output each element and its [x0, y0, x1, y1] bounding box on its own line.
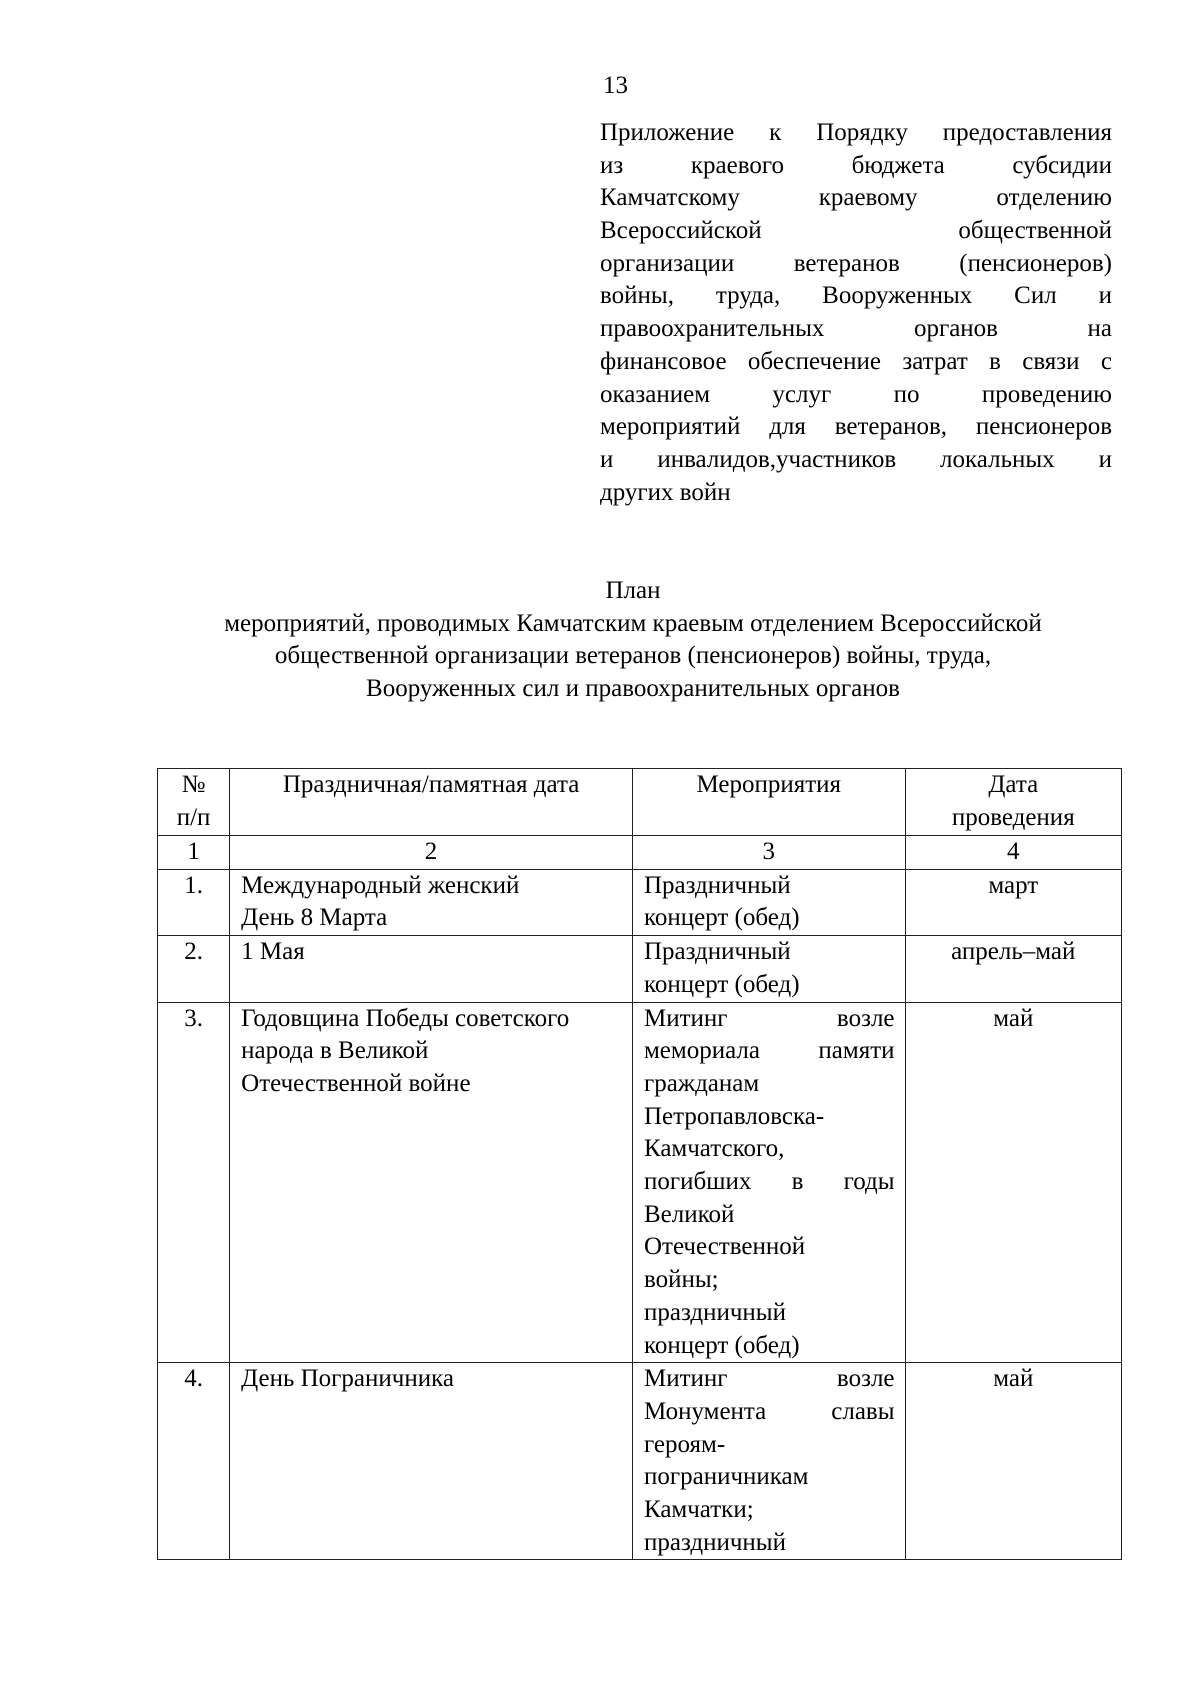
table-row: [158, 936, 1122, 1002]
appendix-line: Всероссийской общественной: [600, 217, 1112, 245]
event-line: гражданам: [643, 1069, 760, 1097]
header-number: № п/п: [158, 769, 230, 836]
row-events: [632, 1363, 905, 1560]
plan-title-line: Вооруженных сил и правоохранительных органов: [366, 675, 900, 703]
event-line: Камчатки;: [643, 1496, 754, 1524]
column-number: 4: [905, 836, 1121, 870]
row-events: [632, 1002, 905, 1363]
appendix-line: финансовое обеспечение затрат в связи с: [600, 347, 1112, 375]
row-number: 4.: [158, 1363, 230, 1560]
event-line: Монумента славы: [643, 1397, 895, 1425]
appendix-line: организации ветеранов (пенсионеров): [600, 249, 1112, 277]
page-number: 13: [603, 72, 628, 99]
date-name-line: День 8 Марта: [241, 904, 388, 932]
table-row: [158, 1363, 1122, 1560]
event-line: Митинг возле: [643, 1365, 895, 1393]
date-name-line: Отечественной войне: [241, 1069, 471, 1097]
header-date-name: Праздничная/памятная дата: [230, 769, 633, 836]
row-date-name: [230, 1002, 633, 1363]
event-line: концерт (обед): [643, 970, 800, 998]
row-events: [632, 936, 905, 1002]
date-name-line: Годовщина Победы советского: [241, 1004, 570, 1032]
column-number: 1: [158, 836, 230, 870]
appendix-line: и инвалидов,участников локальных и: [600, 445, 1112, 473]
appendix-line: мероприятий для ветеранов, пенсионеров: [600, 413, 1112, 441]
event-line: Петропавловска-: [643, 1102, 825, 1130]
plan-title-line: общественной организации ветеранов (пенсионеров) войны, труда,: [274, 642, 992, 670]
date-name-line: День Пограничника: [241, 1365, 454, 1393]
row-date-name: [230, 936, 633, 1002]
event-line: войны;: [643, 1266, 719, 1294]
event-line: Праздничный: [643, 938, 791, 966]
event-line: Митинг возле: [643, 1004, 895, 1032]
appendix-line: Приложение к Порядку предоставления: [600, 119, 1112, 146]
event-line: праздничный: [643, 1528, 786, 1556]
row-number: 2.: [158, 936, 230, 1002]
row-number: 1.: [158, 869, 230, 935]
appendix-line: Камчатскому краевому отделению: [600, 184, 1112, 212]
column-number: 3: [632, 836, 905, 870]
event-line: пограничникам: [643, 1463, 809, 1491]
table-header-row: [158, 769, 1122, 836]
row-number: 3.: [158, 1002, 230, 1363]
header-when: Дата проведения: [905, 769, 1121, 836]
event-line: Праздничный: [643, 871, 791, 899]
row-when: май: [905, 1363, 1121, 1560]
plan-heading: План: [605, 577, 661, 604]
header-events: Мероприятия: [632, 769, 905, 836]
event-line: Отечественной: [643, 1233, 806, 1261]
event-line: концерт (обед): [643, 1331, 800, 1359]
table-body: [158, 869, 1122, 1560]
row-events: [632, 869, 905, 935]
plan-title-line: мероприятий, проводимых Камчатским краевым отделением Всероссийской: [224, 609, 1042, 637]
date-name-line: Международный женский: [241, 871, 520, 899]
table-row: [158, 869, 1122, 935]
column-number-row: [158, 836, 1122, 870]
row-date-name: [230, 869, 633, 935]
appendix-note: [600, 117, 1112, 509]
event-line: Камчатского,: [643, 1135, 785, 1163]
appendix-line: правоохранительных органов на: [600, 315, 1112, 343]
event-line: праздничный: [643, 1298, 786, 1326]
date-name-line: 1 Мая: [241, 938, 305, 966]
event-line: мемориала памяти: [643, 1037, 895, 1065]
event-line: концерт (обед): [643, 904, 800, 932]
table-row: [158, 1002, 1122, 1363]
event-line: погибших в годы: [643, 1168, 895, 1196]
appendix-line: войны, труда, Вооруженных Сил и: [600, 282, 1112, 310]
date-name-line: народа в Великой: [241, 1037, 429, 1065]
event-line: Великой: [643, 1200, 735, 1228]
row-when: апрель–май: [905, 936, 1121, 1002]
row-date-name: [230, 1363, 633, 1560]
appendix-line: оказанием услуг по проведению: [600, 380, 1112, 408]
plan-title: [0, 575, 1200, 706]
row-when: март: [905, 869, 1121, 935]
appendix-line: других войн: [600, 478, 731, 506]
row-when: май: [905, 1002, 1121, 1363]
column-number: 2: [230, 836, 633, 870]
event-line: героям-: [643, 1430, 726, 1458]
appendix-line: из краевого бюджета субсидии: [600, 151, 1112, 179]
events-table: [157, 768, 1122, 1560]
